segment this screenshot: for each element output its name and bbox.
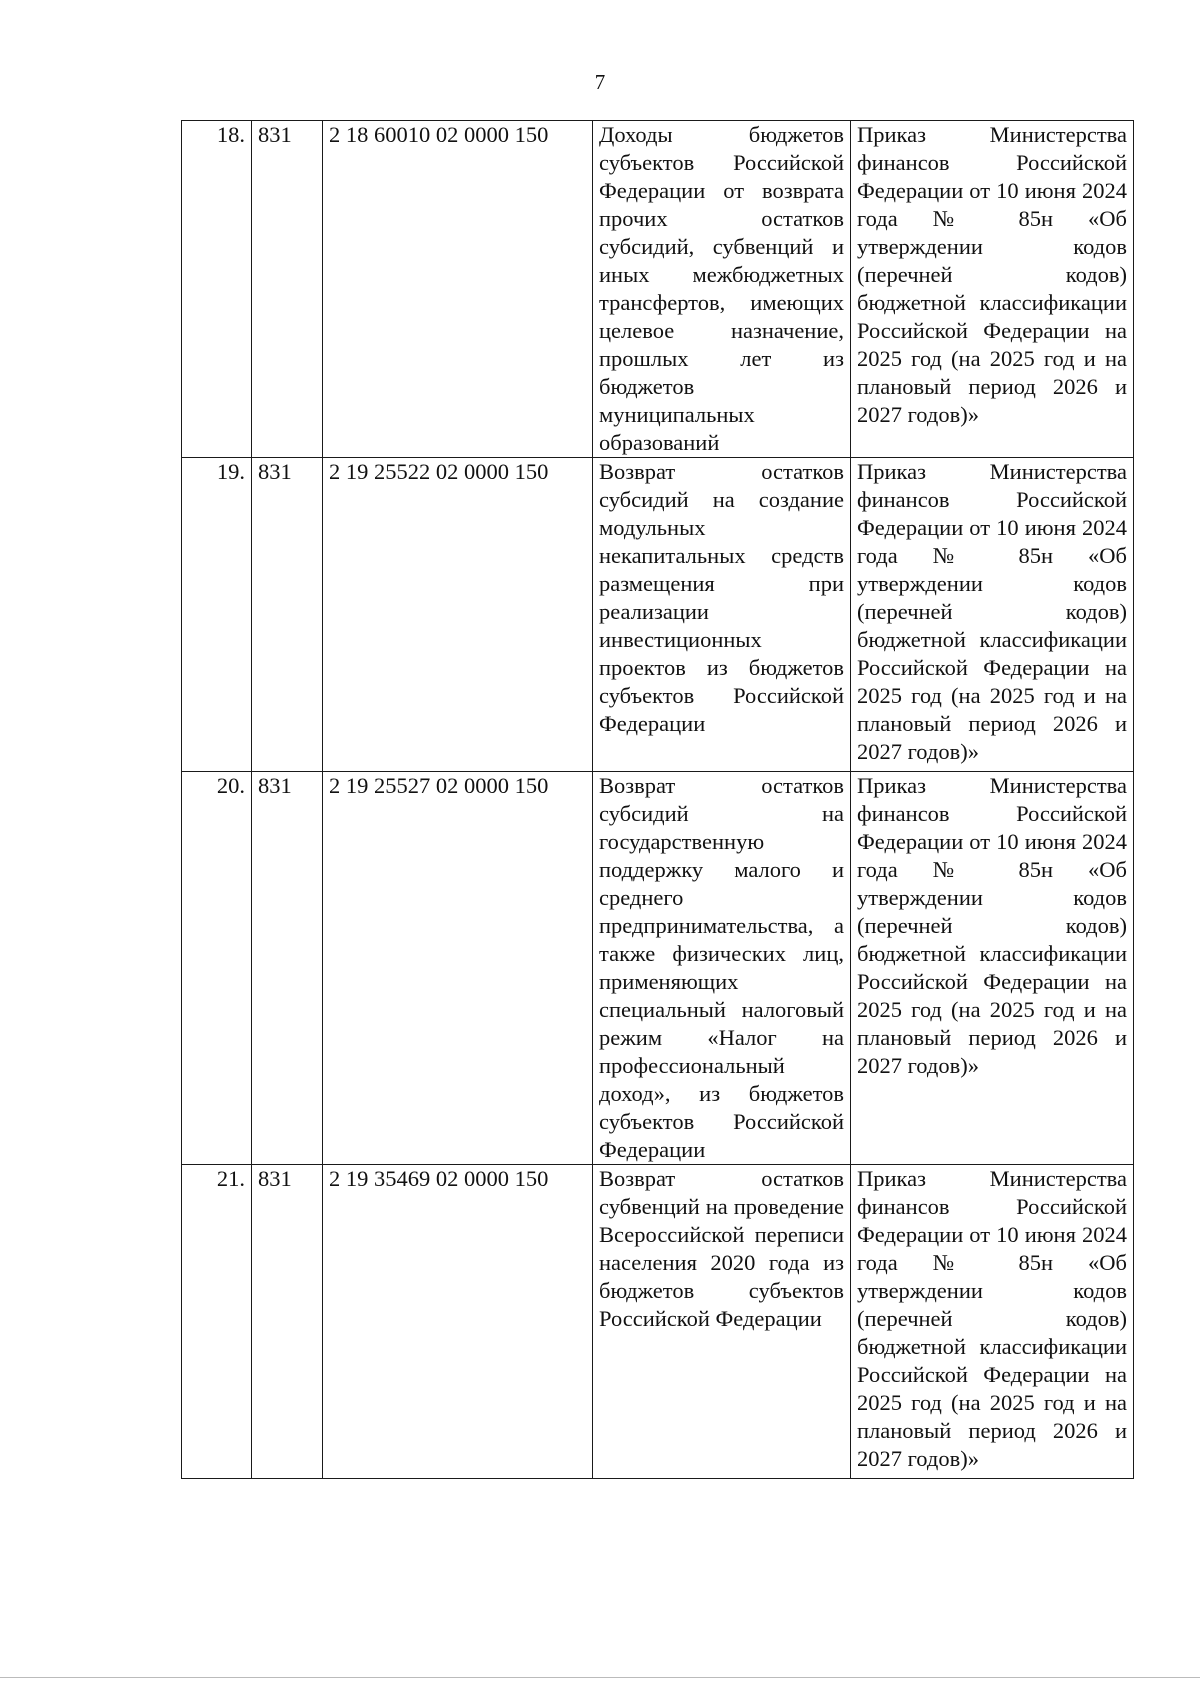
row-number: 21. [182,1165,252,1479]
budget-classification-code: 2 18 60010 02 0000 150 [323,121,593,458]
row-number: 20. [182,772,252,1165]
budget-classification-code: 2 19 25527 02 0000 150 [323,772,593,1165]
administrator-code: 831 [252,121,323,458]
budget-classification-code: 2 19 35469 02 0000 150 [323,1165,593,1479]
table-row [182,458,1134,772]
page-number: 7 [594,70,606,94]
administrator-code: 831 [252,458,323,772]
row-number: 18. [182,121,252,458]
budget-classification-table [181,120,1134,1479]
legal-basis: Приказ Министерства финансов Российской Федерации от 10 июня 2024 года № 85н «Об утверждении кодов (перечней кодов) бюджетной классификации Российской Федерации на 2025 год (на 2025 год и на плановый период 2026 и 2027 годов)» [851,772,1134,1165]
row-number: 19. [182,458,252,772]
table-row [182,121,1134,458]
legal-basis: Приказ Министерства финансов Российской Федерации от 10 июня 2024 года № 85н «Об утверждении кодов (перечней кодов) бюджетной классификации Российской Федерации на 2025 год (на 2025 год и на плановый период 2026 и 2027 годов)» [851,121,1134,458]
legal-basis: Приказ Министерства финансов Российской Федерации от 10 июня 2024 года № 85н «Об утверждении кодов (перечней кодов) бюджетной классификации Российской Федерации на 2025 год (на 2025 год и на плановый период 2026 и 2027 годов)» [851,1165,1134,1479]
budget-classification-code: 2 19 25522 02 0000 150 [323,458,593,772]
revenue-name: Доходы бюджетов субъектов Российской Федерации от возврата прочих остатков субсидий, субвенций и иных межбюджетных трансфертов, имеющих целевое назначение, прошлых лет из бюджетов муниципальных образований [593,121,851,458]
table-row [182,772,1134,1165]
administrator-code: 831 [252,772,323,1165]
scan-edge-line [0,1677,1200,1678]
legal-basis: Приказ Министерства финансов Российской Федерации от 10 июня 2024 года № 85н «Об утверждении кодов (перечней кодов) бюджетной классификации Российской Федерации на 2025 год (на 2025 год и на плановый период 2026 и 2027 годов)» [851,458,1134,772]
revenue-name: Возврат остатков субвенций на проведение Всероссийской переписи населения 2020 года из бюджетов субъектов Российской Федерации [593,1165,851,1479]
table-row [182,1165,1134,1479]
revenue-name: Возврат остатков субсидий на государственную поддержку малого и среднего предпринимательства, а также физических лиц, применяющих специальный налоговый режим «Налог на профессиональный доход», из бюджетов субъектов Российской Федерации [593,772,851,1165]
administrator-code: 831 [252,1165,323,1479]
revenue-name: Возврат остатков субсидий на создание модульных некапитальных средств размещения при реализации инвестиционных проектов из бюджетов субъектов Российской Федерации [593,458,851,772]
